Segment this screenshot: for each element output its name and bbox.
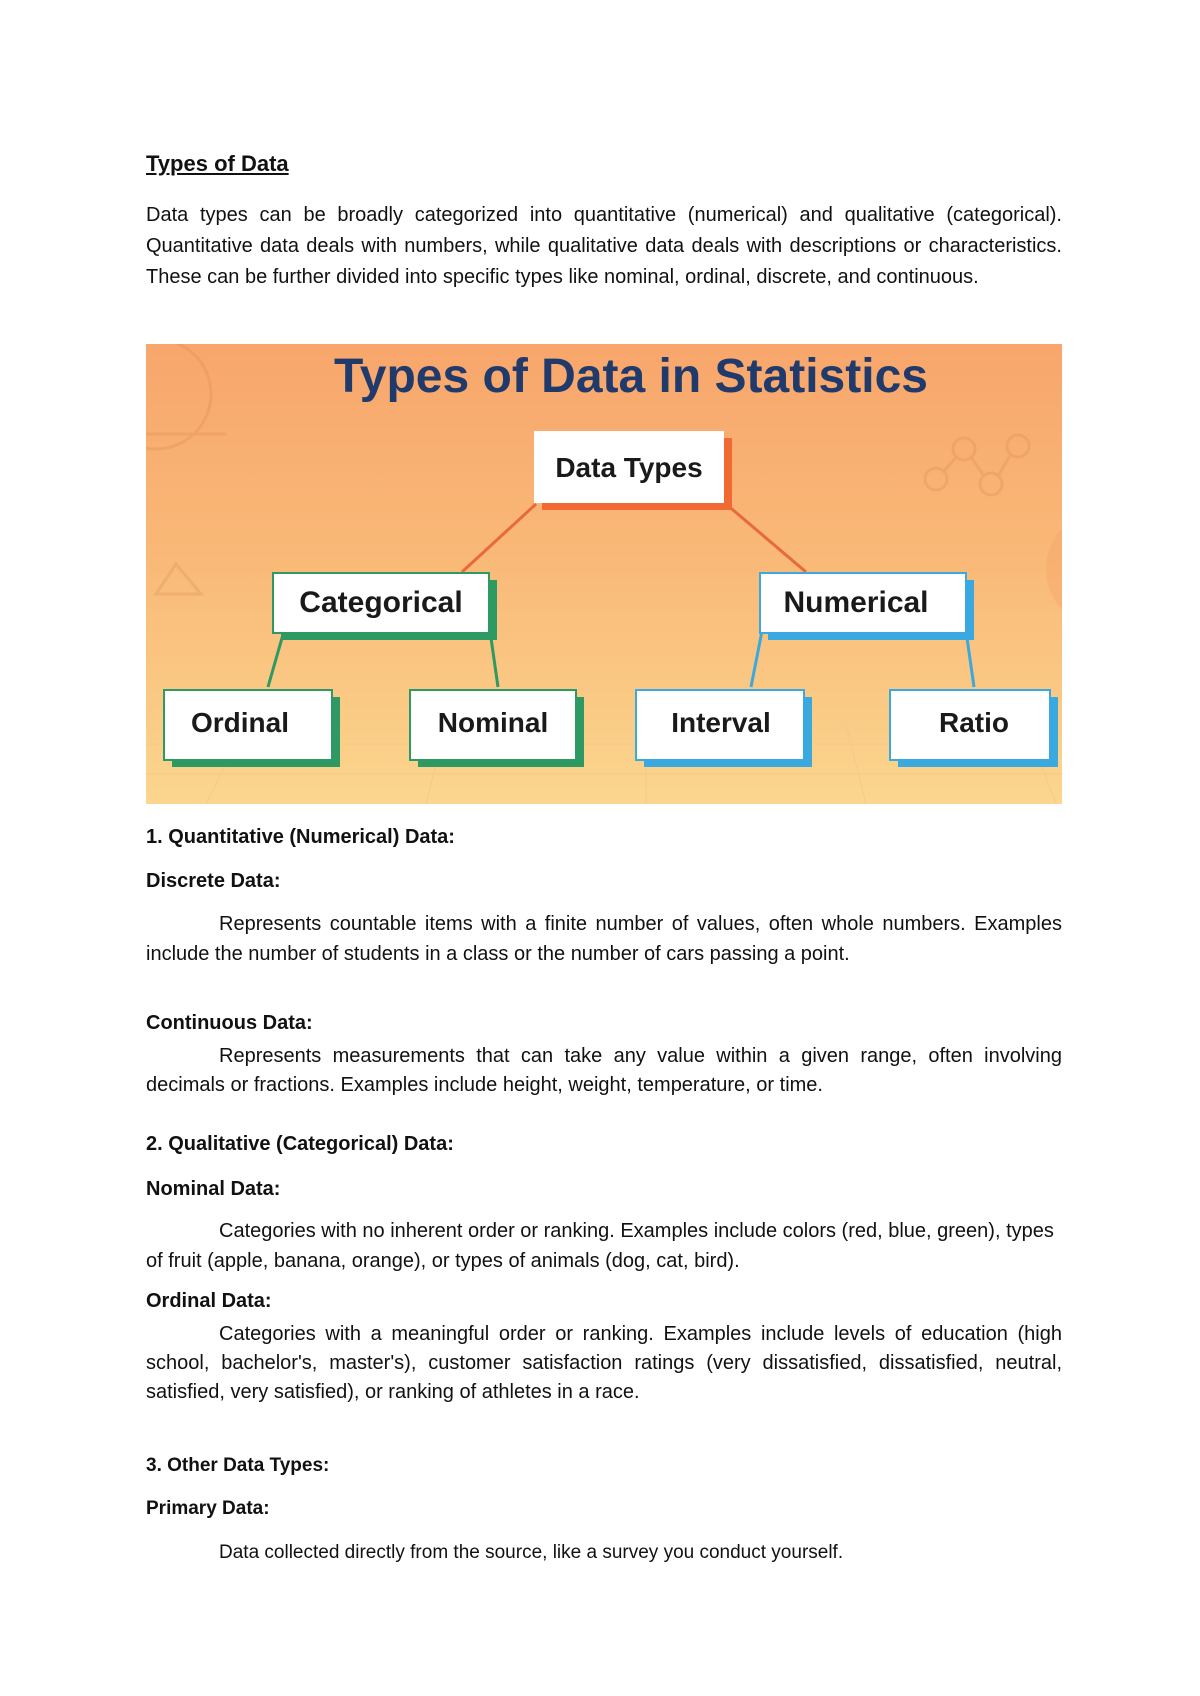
node-ratio	[890, 690, 1058, 767]
nominal-data-text: Categories with no inherent order or ranking. Examples include colors (red, blue, green), types of fruit (apple, banana, orange), or types of animals (dog, cat, bird).	[146, 1220, 1054, 1272]
section-quantitative-heading: 1. Quantitative (Numerical) Data:	[146, 826, 455, 848]
node-categorical	[273, 573, 497, 640]
svg-text:Numerical: Numerical	[783, 586, 929, 619]
infographic-svg	[146, 344, 1062, 804]
intro-paragraph: Data types can be broadly categorized into quantitative (numerical) and qualitative (categorical). Quantitative data deals with numbers, while qualitative data deals with descriptions or characteristics. These can be further divided into specific types like nominal, ordinal, discrete, and continuous.	[146, 204, 1062, 288]
svg-text:Ratio: Ratio	[939, 707, 1009, 738]
primary-data-text: Data collected directly from the source, like a survey you conduct yourself.	[219, 1542, 844, 1563]
svg-text:Interval: Interval	[671, 707, 771, 738]
discrete-data-text: Represents countable items with a finite number of values, often whole numbers. Examples include the number of students in a class or the number of cars passing a point.	[146, 913, 1062, 965]
svg-text:Data Types: Data Types	[555, 452, 703, 483]
node-nominal	[410, 690, 584, 767]
ordinal-data-heading: Ordinal Data:	[146, 1290, 272, 1312]
infographic-heading: Types of Data in Statistics	[334, 350, 928, 403]
svg-text:Categorical: Categorical	[299, 586, 463, 619]
page-title: Types of Data	[146, 151, 289, 176]
tree-connectors	[462, 504, 806, 572]
primary-data-heading: Primary Data:	[146, 1498, 270, 1519]
section-other-heading: 3. Other Data Types:	[146, 1455, 330, 1476]
continuous-data-text: Represents measurements that can take any value within a given range, often involving decimals or fractions. Examples include height, weight, temperature, or time.	[146, 1045, 1062, 1096]
svg-text:Ordinal: Ordinal	[190, 707, 290, 738]
data-types-infographic	[146, 344, 1062, 804]
svg-text:Nominal: Nominal	[437, 707, 549, 738]
node-ordinal	[164, 690, 340, 767]
node-numerical	[760, 573, 974, 640]
nominal-data-heading: Nominal Data:	[146, 1178, 281, 1200]
ordinal-data-text: Categories with a meaningful order or ranking. Examples include levels of education (high school, bachelor's, master's), customer satisfaction ratings (very dissatisfied, dissatisfied, neutral, satisfied, very satisfied), or ranking of athletes in a race.	[146, 1323, 1062, 1403]
node-data-types	[534, 431, 732, 510]
continuous-data-heading: Continuous Data:	[146, 1012, 313, 1034]
discrete-data-heading: Discrete Data:	[146, 870, 281, 892]
node-interval	[636, 690, 812, 767]
section-qualitative-heading: 2. Qualitative (Categorical) Data:	[146, 1133, 454, 1155]
